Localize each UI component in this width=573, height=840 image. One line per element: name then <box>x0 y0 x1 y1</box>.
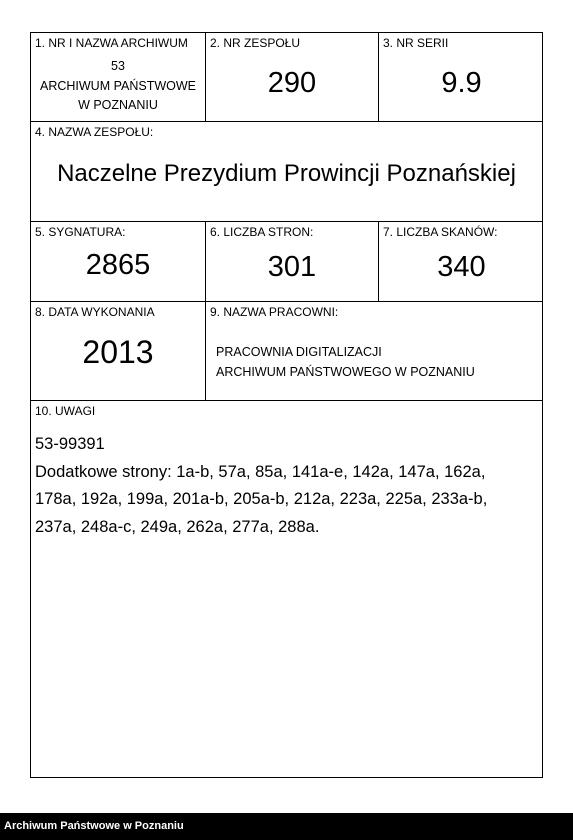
fonds-number-value: 290 <box>267 67 317 99</box>
metadata-form <box>30 32 543 778</box>
archive-name-line2: W POZNANIU <box>78 98 158 112</box>
footer-bar <box>0 813 573 840</box>
archive-label: 1. NR I NAZWA ARCHIWUM <box>35 36 188 50</box>
notes-label: 10. UWAGI <box>35 404 96 418</box>
fonds-name-label: 4. NAZWA ZESPOŁU: <box>35 125 154 139</box>
fonds-name-value: Naczelne Prezydium Prowincji Poznańskiej <box>57 160 516 187</box>
scan-count-value: 340 <box>437 251 486 283</box>
workshop-name-line2: ARCHIWUM PAŃSTWOWEGO W POZNANIU <box>216 365 475 379</box>
date-made-label: 8. DATA WYKONANIA <box>35 305 155 319</box>
notes-line1: 53-99391 <box>35 435 105 453</box>
notes-line3: 178a, 192a, 199a, 201a-b, 205a-b, 212a, 223a, 225a, 233a-b, <box>35 490 488 508</box>
workshop-name <box>216 342 475 382</box>
archive-cell <box>31 33 205 121</box>
series-number-value: 9.9 <box>441 67 482 99</box>
notes-line4: 237a, 248a-c, 249a, 262a, 277a, 288a. <box>35 517 320 536</box>
scan-count-label: 7. LICZBA SKANÓW: <box>383 225 498 239</box>
row-notes <box>31 401 542 777</box>
date-made-value: 2013 <box>82 334 154 370</box>
fonds-number-label: 2. NR ZESPOŁU <box>210 36 301 50</box>
signature-label: 5. SYGNATURA: <box>35 225 126 239</box>
notes-text <box>35 431 535 541</box>
date-made-cell <box>31 302 205 400</box>
series-number-cell <box>378 33 544 121</box>
signature-cell <box>31 222 205 301</box>
signature-value: 2865 <box>85 249 151 281</box>
archive-name-line1: ARCHIWUM PAŃSTWOWE <box>39 79 196 93</box>
page-count-label: 6. LICZBA STRON: <box>210 225 314 239</box>
series-number-label: 3. NR SERII <box>383 36 449 50</box>
row-counts <box>31 222 542 302</box>
page-count-cell <box>205 222 378 301</box>
archive-number: 53 <box>111 59 125 73</box>
workshop-cell <box>205 302 544 400</box>
workshop-name-line1: PRACOWNIA DIGITALIZACJI <box>216 345 382 359</box>
row-date-workshop <box>31 302 542 401</box>
notes-line2: Dodatkowe strony: 1a-b, 57a, 85a, 141a-e, 142a, 147a, 162a, <box>35 462 486 481</box>
fonds-number-cell <box>205 33 378 121</box>
scan-count-cell <box>378 222 544 301</box>
footer-text: Archiwum Państwowe w Poznaniu <box>4 820 184 832</box>
row-fonds-name <box>31 122 542 222</box>
page-count-value: 301 <box>267 251 317 283</box>
row-archive <box>31 33 542 122</box>
workshop-label: 9. NAZWA PRACOWNI: <box>210 305 339 319</box>
